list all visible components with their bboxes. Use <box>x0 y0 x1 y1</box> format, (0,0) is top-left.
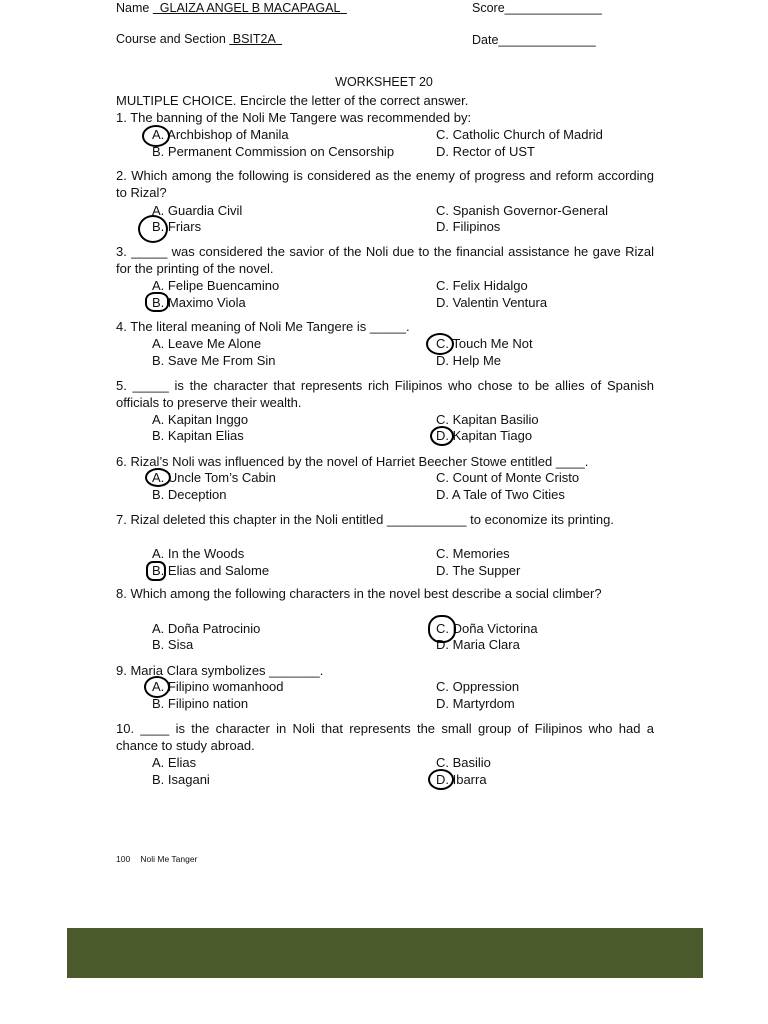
q4-option-a: A. Leave Me Alone <box>152 336 262 351</box>
q3-answer-circle <box>145 292 169 312</box>
q5-option-a: A. Kapitan Inggo <box>152 412 249 427</box>
question-2: 2. Which among the following is considered as the enemy of progress and reform according to Rizal? <box>116 168 654 200</box>
q10-option-a: A. Elias <box>152 755 197 770</box>
question-1: 1. The banning of the Noli Me Tangere was recommended by: <box>116 110 472 125</box>
q10-option-d: D. Ibarra <box>436 772 487 787</box>
q9-option-a: A. Filipino womanhood <box>152 679 284 694</box>
course-field <box>116 32 282 46</box>
q5-answer-circle <box>430 426 454 446</box>
q4-option-b: B. Save Me From Sin <box>152 353 276 368</box>
q7-option-a: A. In the Woods <box>152 546 245 561</box>
course-label: Course and Section <box>116 32 226 46</box>
q7-option-c: C. Memories <box>436 546 510 561</box>
footer-bar <box>67 928 703 978</box>
question-5: 5. _____ is the character that represents rich Filipinos who chose to be allies of Spanish officials to preserve their wealth. <box>116 378 654 410</box>
question-8: 8. Which among the following characters in the novel best describe a social climber? <box>116 586 602 601</box>
course-value: BSIT2A <box>229 32 283 46</box>
q6-option-b: B. Deception <box>152 487 227 502</box>
name-field <box>116 1 347 15</box>
worksheet-title: WORKSHEET 20 <box>335 75 433 89</box>
q6-option-c: C. Count of Monte Cristo <box>436 470 580 485</box>
q10-answer-circle <box>428 769 454 790</box>
q2-option-a: A. Guardia Civil <box>152 203 243 218</box>
q2-option-c: C. Spanish Governor-General <box>436 203 608 218</box>
score-field: Score______________ <box>472 1 602 15</box>
question-6: 6. Rizal’s Noli was influenced by the novel of Harriet Beecher Stowe entitled ____. <box>116 454 589 469</box>
q2-answer-circle <box>138 215 168 243</box>
q8-answer-circle <box>428 615 456 643</box>
q3-option-b: B. Maximo Viola <box>152 295 246 310</box>
q8-option-a: A. Doña Patrocinio <box>152 621 261 636</box>
q10-option-c: C. Basilio <box>436 755 491 770</box>
q5-option-c: C. Kapitan Basilio <box>436 412 539 427</box>
question-3: 3. _____ was considered the savior of the Noli due to the financial assistance he gave Rizal for the printing of the novel. <box>116 244 654 276</box>
q4-answer-circle <box>426 333 454 355</box>
book-title: Noli Me Tanger <box>140 854 198 864</box>
instruction: MULTIPLE CHOICE. Encircle the letter of the correct answer. <box>116 93 469 108</box>
q4-option-c: C. Touch Me Not <box>436 336 533 351</box>
q1-option-b: B. Permanent Commission on Censorship <box>152 144 395 159</box>
q9-answer-circle <box>144 676 170 698</box>
q8-option-c: C. Doña Victorina <box>436 621 538 636</box>
q1-answer-circle <box>142 125 170 147</box>
q9-option-b: B. Filipino nation <box>152 696 249 711</box>
q7-option-b: B. Elias and Salome <box>152 563 270 578</box>
question-4: 4. The literal meaning of Noli Me Tangere is _____. <box>116 319 410 334</box>
q10-option-b: B. Isagani <box>152 772 210 787</box>
question-9: 9. Maria Clara symbolizes _______. <box>116 663 324 678</box>
question-7: 7. Rizal deleted this chapter in the Noli entitled ___________ to economize its printing. <box>116 512 614 527</box>
q1-option-a: A. Archbishop of Manila <box>152 127 289 142</box>
q3-option-c: C. Felix Hidalgo <box>436 278 528 293</box>
date-field: Date______________ <box>472 33 596 47</box>
q9-option-d: D. Martyrdom <box>436 696 515 711</box>
page-number: 100 <box>116 854 131 864</box>
q2-option-d: D. Filipinos <box>436 219 501 234</box>
q8-option-b: B. Sisa <box>152 637 194 652</box>
q5-option-b: B. Kapitan Elias <box>152 428 244 443</box>
q7-answer-circle <box>146 561 166 581</box>
q1-option-d: D. Rector of UST <box>436 144 535 159</box>
name-label: Name <box>116 1 150 15</box>
page-footer <box>116 854 197 864</box>
q4-option-d: D. Help Me <box>436 353 502 368</box>
q9-option-c: C. Oppression <box>436 679 520 694</box>
q6-answer-circle <box>145 468 171 487</box>
q3-option-a: A. Felipe Buencamino <box>152 278 280 293</box>
q8-option-d: D. Maria Clara <box>436 637 520 652</box>
q1-option-c: C. Catholic Church of Madrid <box>436 127 603 142</box>
q7-option-d: D. The Supper <box>436 563 521 578</box>
name-value: GLAIZA ANGEL B MACAPAGAL <box>152 1 347 15</box>
q3-option-d: D. Valentin Ventura <box>436 295 548 310</box>
q5-option-d: D. Kapitan Tiago <box>436 428 533 443</box>
q6-option-a: A. Uncle Tom’s Cabin <box>152 470 276 485</box>
q6-option-d: D. A Tale of Two Cities <box>436 487 565 502</box>
q2-option-b: B. Friars <box>152 219 202 234</box>
question-10: 10. ____ is the character in Noli that represents the small group of Filipinos who had a chance to study abroad. <box>116 721 654 753</box>
